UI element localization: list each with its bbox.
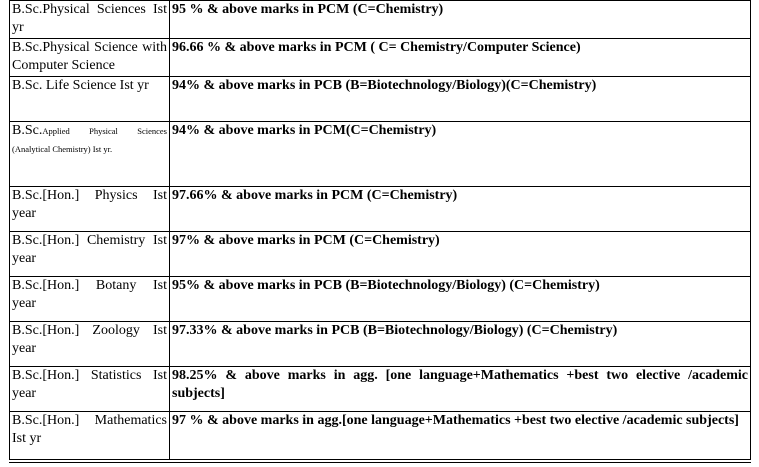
course-cell: B.Sc.[Hon.] Chemistry Ist year: [10, 232, 170, 277]
course-cell: B.Sc.[Hon.] Statistics Ist year: [10, 367, 170, 412]
table-row: [10, 77, 751, 122]
criteria-cell: 95% & above marks in PCB (B=Biotechnology/Biology) (C=Chemistry): [170, 277, 751, 322]
criteria-cell: 98.25% & above marks in agg. [one language+Mathematics +best two elective /academic subjects]: [170, 367, 751, 412]
course-cell: B.Sc.[Hon.] Zoology Ist year: [10, 322, 170, 367]
course-cell: B.Sc.Physical Sciences Ist yr: [10, 1, 170, 39]
table-row: [10, 39, 751, 77]
criteria-cell: 94% & above marks in PCB (B=Biotechnology/Biology)(C=Chemistry): [170, 77, 751, 122]
criteria-cell: 97.33% & above marks in PCB (B=Biotechnology/Biology) (C=Chemistry): [170, 322, 751, 367]
table-row: [10, 122, 751, 187]
table-row: [10, 412, 751, 460]
course-cell: B.Sc.[Hon.] Mathematics Ist yr: [10, 412, 170, 460]
course-detail: Applied Physical Sciences (Analytical Chemistry) Ist yr.: [12, 126, 167, 154]
table-row: [10, 277, 751, 322]
table-row: [10, 1, 751, 39]
criteria-cell: 97 % & above marks in agg.[one language+Mathematics +best two elective /academic subjects]: [170, 412, 751, 460]
table-row: [10, 367, 751, 412]
criteria-cell: 97% & above marks in PCM (C=Chemistry): [170, 232, 751, 277]
course-cell: B.Sc.[Hon.] Physics Ist year: [10, 187, 170, 232]
table-row: [10, 187, 751, 232]
table-bottom-rule: [9, 462, 751, 463]
criteria-cell: 96.66 % & above marks in PCM ( C= Chemistry/Computer Science): [170, 39, 751, 77]
table-row: [10, 232, 751, 277]
course-cell: B.Sc. Life Science Ist yr: [10, 77, 170, 122]
criteria-cell: 97.66% & above marks in PCM (C=Chemistry): [170, 187, 751, 232]
criteria-cell: 94% & above marks in PCM(C=Chemistry): [170, 122, 751, 187]
cutoff-table: [9, 0, 751, 460]
table-row: [10, 322, 751, 367]
course-cell: B.Sc.Applied Physical Sciences (Analytical Chemistry) Ist yr.: [10, 122, 170, 187]
course-cell: B.Sc.[Hon.] Botany Ist year: [10, 277, 170, 322]
criteria-cell: 95 % & above marks in PCM (C=Chemistry): [170, 1, 751, 39]
course-cell: B.Sc.Physical Science with Computer Science: [10, 39, 170, 77]
